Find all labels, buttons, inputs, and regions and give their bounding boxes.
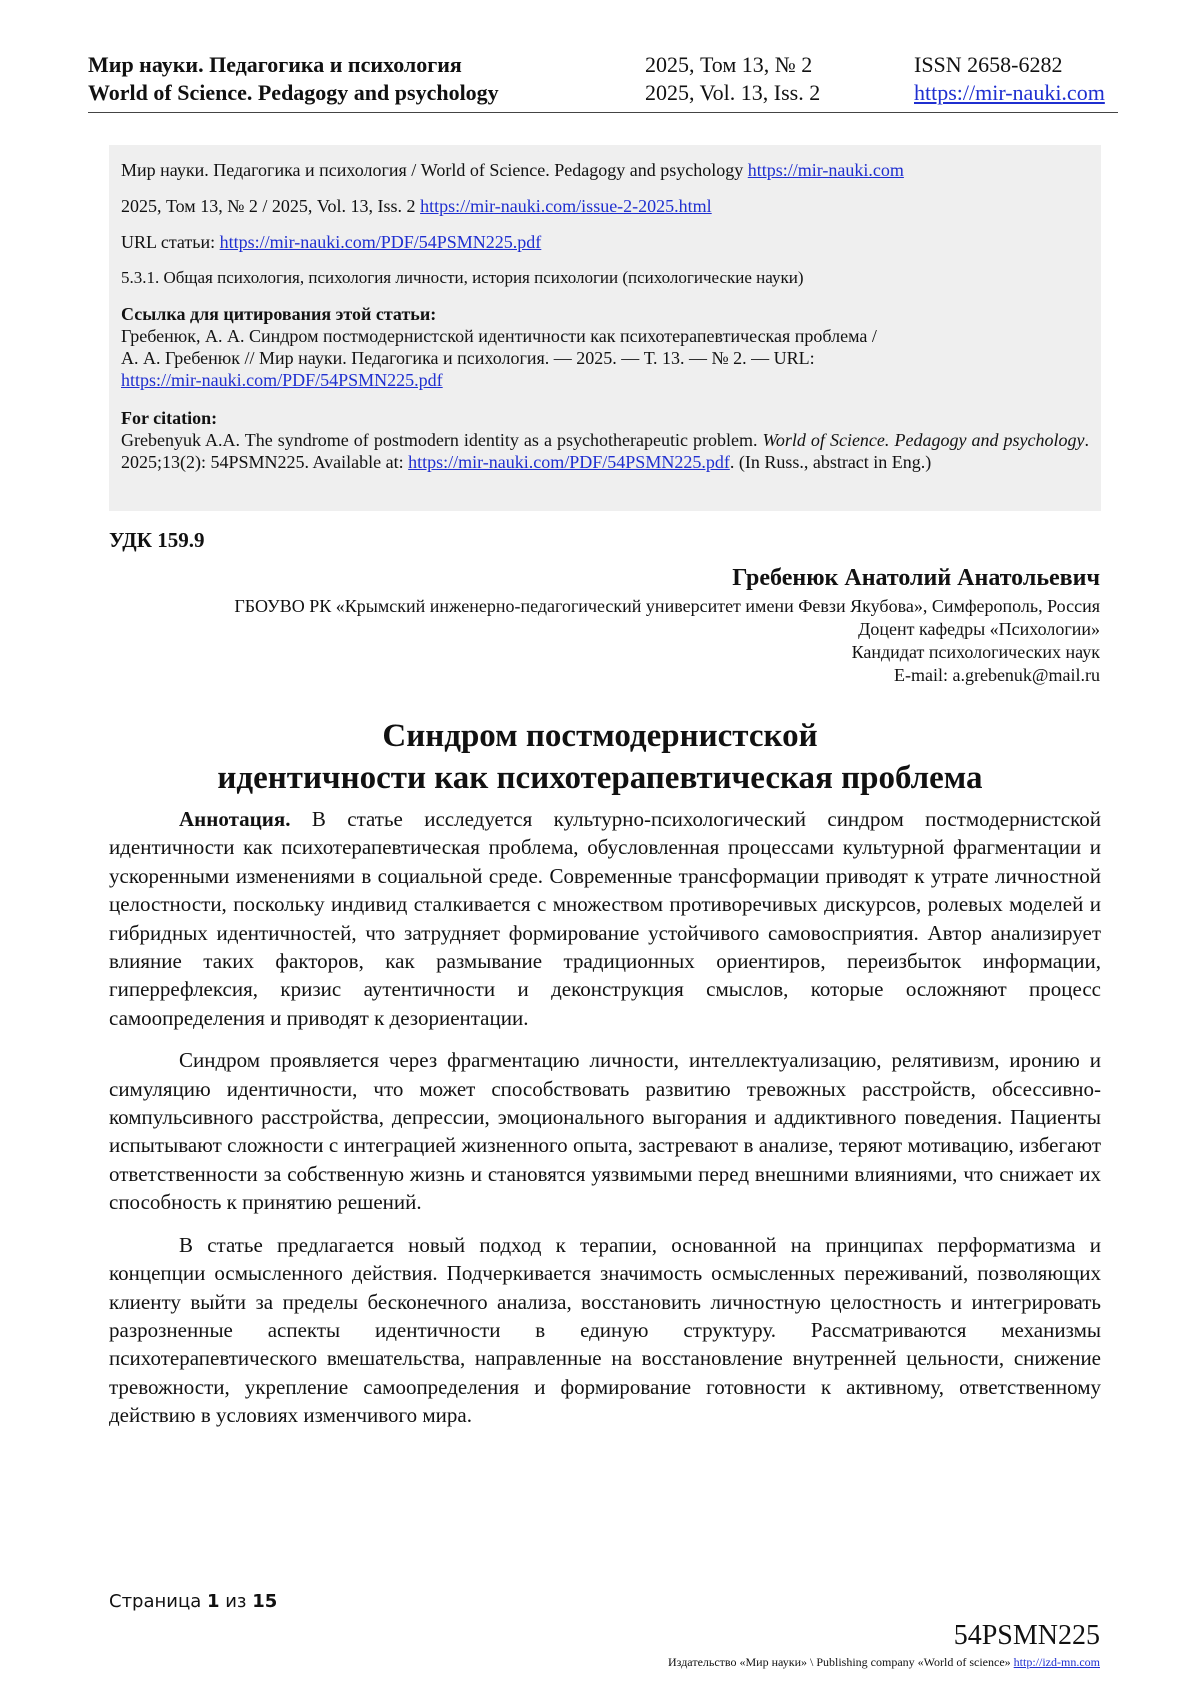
citation-en-link[interactable]: https://mir-nauki.com/PDF/54PSMN225.pdf [408,452,730,472]
page-prefix: Страница [109,1591,207,1612]
citation-en-text2: . 2025;13(2): 54PSMN225. Available at: [121,430,1089,472]
info-issue-link[interactable]: https://mir-nauki.com/issue-2-2025.html [420,196,712,216]
journal-name-en: World of Science. Pedagogy and psychology [88,80,499,105]
issue-ru: 2025, Том 13, № 2 [645,52,813,77]
udk-code: УДК 159.9 [109,528,205,552]
journal-header [88,50,1118,113]
info-specialty: 5.3.1. Общая психология, психология личности, история психологии (психологические науки) [121,268,804,287]
citation-en-journal: World of Science. Pedagogy and psychology [762,430,1085,450]
article-info-box [109,145,1101,511]
journal-site-link[interactable]: https://mir-nauki.com [914,80,1105,105]
info-issue-line [121,195,712,217]
publisher-text: Издательство «Мир науки» \ Publishing company «World of science» [668,1655,1014,1669]
publisher-link[interactable]: http://izd-mn.com [1013,1655,1100,1669]
abstract-paragraph-2: Синдром проявляется через фрагментацию личности, интеллектуализацию, релятивизм, иронию и симуляцию идентичности, что может способствовать развитию тревожных расстройств, обсессивно-компульсивного расстройства, депрессии, эмоционального выгорания и аддиктивного поведения. Пациенты испытывают сложности с интеграцией жизненного опыта, застревают в анализе, теряют мотивацию, избегают ответственности за собственную жизнь и становятся уязвимыми перед внешними влияниями, что снижает их способность к принятию решений. [109,1048,1101,1215]
info-article-link[interactable]: https://mir-nauki.com/PDF/54PSMN225.pdf [219,232,542,252]
issn: ISSN 2658-6282 [914,52,1063,77]
citation-en-heading: For citation: [121,408,218,428]
citation-ru-line1: Гребенюк, А. А. Синдром постмодернистской идентичности как психотерапевтическая проблема / [121,326,877,346]
title-line-2: идентичности как психотерапевтическая проблема [217,760,983,796]
info-url-line [121,231,541,253]
citation-ru-link[interactable]: https://mir-nauki.com/PDF/54PSMN225.pdf [121,370,443,390]
info-url-label: URL статьи: [121,232,220,252]
author-block [100,563,1100,687]
title-line-1: Синдром постмодернистской [382,718,818,754]
info-journal-link[interactable]: https://mir-nauki.com [747,160,904,180]
info-journal-line [121,159,904,181]
info-journal-text: Мир науки. Педагогика и психология / World of Science. Pedagogy and psychology [121,160,748,180]
abstract-label: Аннотация. [179,807,291,831]
publisher-line [668,1655,1100,1670]
info-issue-text: 2025, Том 13, № 2 / 2025, Vol. 13, Iss. 2 [121,196,421,216]
abstract-paragraph-1 [109,805,1101,1032]
citation-ru [121,303,1089,391]
page-total: 15 [252,1591,278,1612]
citation-en [121,407,1089,473]
abstract-p1-text: В статье исследуется культурно-психологический синдром постмодернистской идентичности как психотерапевтическая проблема, обусловленная процессами культурной фрагментации и ускоренными изменениями в социальной среде. Современные трансформации приводят к утрате личностной целостности, поскольку индивид сталкивается с множеством противоречивых дискурсов, ролевых моделей и гибридных идентичностей, что затрудняет формирование устойчивого самовосприятия. Автор анализирует влияние таких факторов, как размывание традиционных ориентиров, переизбыток информации, гиперрефлексия, кризис аутентичности и деконструкция смыслов, которые осложняют процесс самоопределения и приводят к дезориентации. [109,807,1101,1030]
article-code: 54PSMN225 [953,1620,1100,1651]
author-name: Гребенюк Анатолий Анатольевич [732,565,1100,591]
citation-en-text1: Grebenyuk A.A. The syndrome of postmodern identity as a psychotherapeutic problem. [121,430,763,450]
issue-en: 2025, Vol. 13, Iss. 2 [645,80,821,105]
citation-en-text3: . (In Russ., abstract in Eng.) [729,452,932,472]
abstract-paragraph-3: В статье предлагается новый подход к терапии, основанной на принципах перформатизма и концепции осмысленного действия. Подчеркивается значимость осмысленных переживаний, позволяющих клиенту выйти за пределы бесконечного анализа, восстановить личностную целостность и интегрировать разрозненные аспекты идентичности в единую структуру. Рассматриваются механизмы психотерапевтического вмешательства, направленные на восстановление внутренней цельности, снижение тревожности, укрепление самоопределения и формирование готовности к активному, ответственному действию в условиях изменчивого мира. [109,1232,1101,1428]
author-position: Доцент кафедры «Психологии» [858,619,1100,639]
abstract [109,805,1101,1444]
page-current: 1 [206,1591,220,1612]
page-sep: из [219,1591,253,1612]
page-counter [109,1591,277,1612]
journal-name-ru: Мир науки. Педагогика и психология [88,52,462,77]
citation-ru-line2: А. А. Гребенюк // Мир науки. Педагогика и психология. — 2025. — Т. 13. — № 2. — URL: [121,348,815,368]
author-degree: Кандидат психологических наук [851,642,1100,662]
author-affiliation: ГБОУВО РК «Крымский инженерно-педагогический университет имени Февзи Якубова», Симферополь, Россия [234,596,1100,616]
citation-ru-heading: Ссылка для цитирования этой статьи: [121,304,437,324]
article-title [100,715,1100,799]
author-email: E-mail: a.grebenuk@mail.ru [893,665,1100,685]
